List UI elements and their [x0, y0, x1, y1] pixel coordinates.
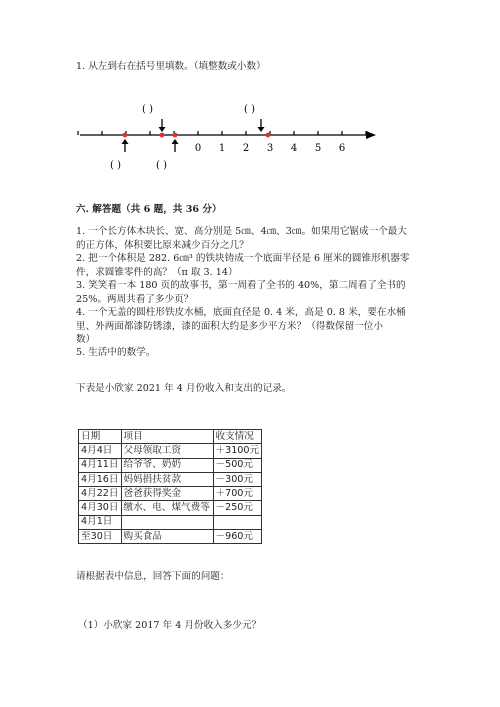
red-point [173, 133, 178, 138]
problem-line: 的正方体，体积要比原来减少百分之几？ [76, 240, 249, 251]
red-point [160, 133, 165, 138]
table-row [79, 530, 262, 544]
table-row [79, 458, 262, 472]
up-arrow-icon [122, 139, 129, 152]
problem-line: 里、外两面都漆防锈漆，漆的面积大约是多少平方米？（得数保留一位小 [76, 321, 383, 332]
axis-tick-label: 6 [338, 143, 346, 154]
axis-tick-label: 0 [194, 143, 202, 154]
bracket-top-right: ( ) [244, 104, 255, 115]
problem-line: 25%。两周共看了多少页？ [76, 294, 194, 305]
cell-item: 爸爸获得奖金 [121, 487, 213, 501]
cell-item: 购买食品 [121, 530, 213, 544]
table-header-row [79, 430, 262, 444]
bracket-top-left: ( ) [142, 104, 153, 115]
table-row [79, 501, 262, 515]
up-arrow-icon [172, 139, 179, 152]
cell-date: 4月22日 [79, 487, 122, 501]
table-row [79, 472, 262, 486]
header-amount: 收支情况 [213, 430, 262, 444]
cell-amount: －960元 [213, 530, 262, 544]
axis-arrowhead-icon [366, 131, 376, 139]
record-table [78, 429, 262, 544]
cell-date: 4月11日 [79, 458, 122, 472]
cell-amount [213, 515, 262, 529]
axis-tick-label: 3 [266, 143, 274, 154]
cell-item: 妈妈捐扶贫款 [121, 472, 213, 486]
cell-date: 4月4日 [79, 444, 122, 458]
question-1-text: 1. 从左到右在括号里填数。（填整数或小数） [76, 61, 266, 72]
table-row [79, 487, 262, 501]
axis-tick-label: 2 [242, 143, 250, 154]
cell-amount: ＋700元 [213, 487, 262, 501]
red-point [123, 133, 128, 138]
problem-line: 3. 笑笑看一本 180 页的故事书，第一周看了全书的 40%，第二周看了全书的 [76, 280, 406, 291]
cell-item [121, 515, 213, 529]
problem-line: 5. 生活中的数学。 [76, 347, 156, 358]
cell-amount: ＋3100元 [213, 444, 262, 458]
table-row [79, 515, 262, 529]
down-arrow-icon [258, 119, 265, 132]
cell-amount: －300元 [213, 472, 262, 486]
table-intro: 下表是小欣家 2021 年 4 月份收入和支出的记录。 [76, 383, 292, 394]
table-row [79, 444, 262, 458]
problem-line: 2. 把一个体积是 282. 6㎝³ 的铁块铸成一个底面半径是 6 厘米的圆锥形机器零 [76, 253, 410, 264]
cell-amount: －250元 [213, 501, 262, 515]
axis-tick-label: 4 [290, 143, 298, 154]
cell-date: 4月1日 [79, 515, 122, 529]
instruction-text: 请根据表中信息，回答下面的问题： [76, 571, 230, 582]
down-arrow-icon [159, 119, 166, 132]
cell-amount: －500元 [213, 458, 262, 472]
axis-tick-label: 1 [218, 143, 226, 154]
cell-item: 缴水、电、煤气费等 [121, 501, 213, 515]
problem-line: 4. 一个无盖的圆柱形铁皮水桶，底面直径是 0. 4 米，高是 0. 8 米，要在水桶 [76, 307, 406, 318]
red-point [266, 133, 271, 138]
section-6-heading: 六. 解答题（共 6 题，共 36 分） [76, 204, 222, 215]
bracket-bottom-right: ( ) [156, 160, 167, 171]
header-item: 项目 [121, 430, 213, 444]
axis-tick-label: 5 [314, 143, 322, 154]
header-date: 日期 [79, 430, 122, 444]
cell-date: 至30日 [79, 530, 122, 544]
problem-line: 数） [76, 334, 96, 345]
problem-line: 件，求圆锥零件的高？（π 取 3. 14） [76, 267, 238, 278]
sub-question-1: （1）小欣家 2017 年 4 月份收入多少元？ [78, 620, 262, 631]
bracket-bottom-left: ( ) [110, 160, 121, 171]
cell-item: 父母领取工资 [121, 444, 213, 458]
cell-date: 4月30日 [79, 501, 122, 515]
cell-item: 给爷爷、奶奶 [121, 458, 213, 472]
problem-line: 1. 一个长方体木块长、宽、高分别是 5㎝、4㎝、3㎝。如果用它锯成一个最大 [76, 226, 407, 237]
cell-date: 4月16日 [79, 472, 122, 486]
